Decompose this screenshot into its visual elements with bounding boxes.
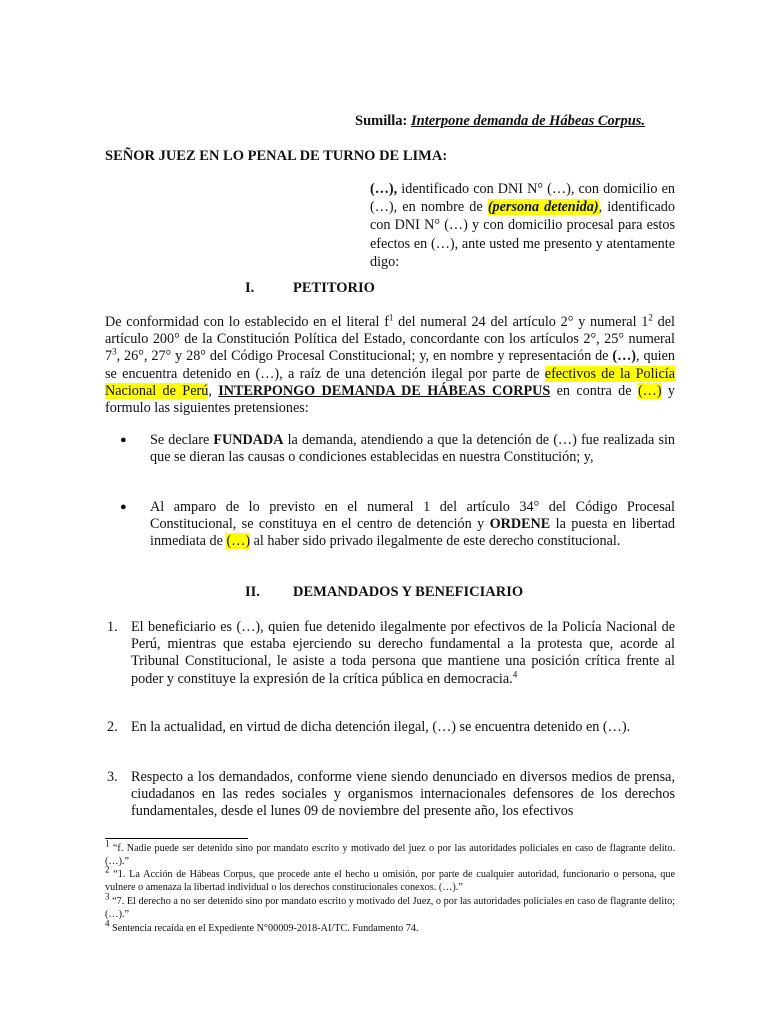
text: , quien se encuentra detenido en (…), a raíz de una detención ilegal por parte de: [105, 348, 675, 382]
text: El beneficiario es (…), quien fue detenido ilegalmente por efectivos de la Policía Nacional de Perú, mientras que estaba ejerciendo su derecho fundamental a la protesta que, acorde al Tribunal Constitucional, le asiste a toda persona que mantiene una posición crítica frente al poder y constituye la expresión de la crítica pública en democracia.: [131, 619, 675, 687]
section-number: II.: [245, 584, 260, 600]
bold-term: FUNDADA: [213, 432, 284, 448]
footnote: [105, 891, 675, 921]
text: De conformidad con lo establecido en el literal f: [105, 314, 389, 330]
section-number: I.: [245, 280, 255, 296]
footnote-ref: 3: [112, 346, 117, 357]
footnote-text: “f. Nadie puede ser detenido sino por mandato escrito y motivado del juez o por las autoridades policiales en caso de flagrante delito. (…).”: [105, 843, 675, 868]
intro-paragraph: [370, 180, 675, 271]
footnote-separator: [105, 838, 248, 839]
intro-name-placeholder: (…),: [370, 181, 398, 197]
text: al haber sido privado ilegalmente de este derecho constitucional.: [250, 533, 621, 550]
footnote: [105, 918, 675, 935]
item-number: 2.: [107, 719, 118, 735]
placeholder-highlight: (…): [226, 533, 251, 550]
represented-placeholder: (…): [612, 348, 637, 365]
sumilla-value: Interpone demanda de Hábeas Corpus.: [411, 113, 646, 129]
intro-text: identificado con DNI N° (…), con domicilio en (…), en nombre de: [370, 181, 675, 216]
footnote-text: Sentencia recaída en el Expediente N°00009-2018-AI/TC. Fundamento 74.: [109, 923, 419, 934]
bullet-icon: ●: [120, 501, 127, 513]
list-item: [150, 432, 675, 466]
footnote-ref: 4: [512, 668, 518, 679]
list-item: Respecto a los demandados, conforme viene siendo denunciado en diversos medios de prensa, ciudadanos en las redes sociales y organismos internacionales defensores de los derechos fundamentales, desde el lunes 09 de noviembre del presente año, los efectivos: [131, 769, 675, 820]
sumilla-label: Sumilla:: [355, 113, 408, 129]
addressee: SEÑOR JUEZ EN LO PENAL DE TURNO DE LIMA:: [105, 148, 448, 164]
text: Al amparo de lo previsto en el numeral 1 del artículo 34° del Código Procesal Constitucional, se constituya en el centro de detención y: [150, 499, 675, 533]
detained-person: (persona detenida): [487, 199, 599, 216]
text: la puesta en libertad inmediata de: [150, 516, 675, 550]
text: la demanda, atendiendo a que la detención de (…) fue realizada sin que se dieran las causas o condiciones establecidas en nuestra Constitución; y,: [150, 432, 675, 466]
section-title: PETITORIO: [293, 280, 375, 296]
intro-text: , identificado con DNI N° (…) y con domicilio procesal para estos efectos en (…), ante usted me presento y atentamente digo:: [370, 199, 675, 270]
list-item: [150, 499, 675, 551]
list-item: [131, 619, 675, 688]
text: , 26°, 27° y 28° del Código Procesal Constitucional; y, en nombre y representación de: [116, 348, 613, 365]
text: del numeral 24 del artículo 2° y numeral 1: [393, 314, 649, 330]
section-title: DEMANDADOS Y BENEFICIARIO: [293, 584, 524, 600]
demand-statement: INTERPONGO DEMANDA DE HÁBEAS CORPUS: [218, 382, 551, 399]
footnote-text: “1. La Acción de Hábeas Corpus, que procede ante el hecho u omisión, por parte de cualquier autoridad, funcionario o persona, que vulnere o amenaza la libertad individual o los derechos constitucionales conexos. (…).”: [105, 869, 675, 894]
text: del artículo 200° de la Constitución Política del Estado, concordante con los artículos 2°, 25° numeral 7: [105, 314, 676, 365]
footnote-mark: 1: [105, 838, 110, 849]
against-highlight: (…): [637, 382, 662, 399]
bold-term: ORDENE: [489, 516, 551, 533]
footnote-mark: 3: [105, 891, 110, 902]
footnote: [105, 864, 675, 894]
petitorio-paragraph: [105, 314, 675, 417]
footnote-mark: 2: [105, 864, 110, 875]
item-number: 3.: [107, 769, 118, 785]
footnote: [105, 838, 675, 868]
text: ,: [208, 382, 219, 399]
footnote-mark: 4: [105, 918, 110, 929]
footnote-ref: 1: [388, 312, 394, 323]
police-highlight: efectivos de la Policía Nacional de Perú: [105, 365, 675, 399]
text: y formulo las siguientes pretensiones:: [105, 382, 676, 417]
footnote-text: “7. El derecho a no ser detenido sino por mandato escrito y motivado del Juez, o por las autoridades policiales en caso de flagrante delito;(…).”: [105, 896, 675, 921]
list-item: En la actualidad, en virtud de dicha detención ilegal, (…) se encuentra detenido en (…).: [131, 719, 631, 735]
item-number: 1.: [107, 619, 118, 635]
text: Se declare: [150, 432, 214, 448]
bullet-icon: ●: [120, 434, 127, 446]
footnote-ref: 2: [648, 312, 653, 323]
text: en contra de: [550, 382, 638, 399]
sumilla: [355, 113, 645, 130]
